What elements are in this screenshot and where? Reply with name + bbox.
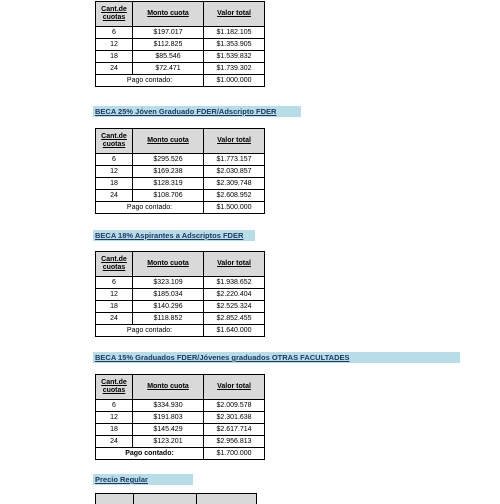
col-header-monto: Monto cuota [133,129,204,154]
col-header-valor: Valor total [204,375,265,400]
valor-cell: $1.182.105 [204,27,265,39]
table-row [96,39,265,51]
monto-cell: $140.296 [133,301,204,313]
contado-value: $1.640.000 [204,325,265,337]
table-row [96,51,265,63]
contado-row [96,325,265,337]
col-header-monto: Monto cuota [133,252,204,277]
table-row [96,301,265,313]
monto-cell: $118.852 [133,313,204,325]
monto-cell: $191.803 [133,412,204,424]
valor-cell: $1.938.652 [204,277,265,289]
table-row [96,166,265,178]
col-header-valor: Valor total [204,2,265,27]
col-header-cuotas: Cant.de cuotas [96,2,133,27]
monto-cell: $295.526 [133,154,204,166]
cuotas-cell: 24 [96,313,133,325]
valor-cell: $1.739.302 [204,63,265,75]
monto-cell: $145.429 [133,424,204,436]
monto-cell: $128.319 [133,178,204,190]
price-table-beca-15 [95,374,265,460]
table-row [96,178,265,190]
cuotas-cell: 24 [96,63,133,75]
col-header-cuotas: Cant.de cuotas [96,375,133,400]
section-title-beca-15: BECA 15% Graduados FDER/Jóvenes graduados OTRAS FACULTADES [93,352,460,363]
valor-cell: $2.309.748 [204,178,265,190]
contado-label: Pago contado: [96,75,204,87]
table-row [96,289,265,301]
table-row [96,436,265,448]
valor-cell: $2.852.455 [204,313,265,325]
table-row [96,190,265,202]
valor-cell: $1.539.832 [204,51,265,63]
cuotas-cell: 18 [96,301,133,313]
table-row [96,400,265,412]
contado-label: Pago contado: [96,448,204,460]
contado-value: $1.000.000 [204,75,265,87]
valor-cell: $1.773.157 [204,154,265,166]
valor-cell: $2.009.578 [204,400,265,412]
monto-cell: $108.706 [133,190,204,202]
cuotas-cell: 18 [96,178,133,190]
cuotas-cell: 6 [96,277,133,289]
cuotas-cell: 18 [96,51,133,63]
cuotas-cell: 12 [96,39,133,51]
table-row [96,313,265,325]
monto-cell: $197.017 [133,27,204,39]
monto-cell: $169.238 [133,166,204,178]
monto-cell: $185.034 [133,289,204,301]
cuotas-cell: 12 [96,412,133,424]
cuotas-cell: 24 [96,436,133,448]
contado-label: Pago contado: [96,202,204,214]
col-header-valor: Valor total [204,252,265,277]
monto-cell: $112.825 [133,39,204,51]
monto-cell: $85.546 [133,51,204,63]
table-row [96,27,265,39]
cuotas-cell: 6 [96,154,133,166]
col-header-valor: Valor total [204,129,265,154]
table-header-row [96,375,265,400]
contado-row [96,448,265,460]
cuotas-cell: 6 [96,27,133,39]
monto-cell: $72.471 [133,63,204,75]
cuotas-cell: 12 [96,289,133,301]
contado-row [96,75,265,87]
table-row [96,277,265,289]
table-row [96,63,265,75]
price-table-regular-partial [95,493,257,504]
monto-cell: $323.109 [133,277,204,289]
monto-cell: $123.201 [133,436,204,448]
cuotas-cell: 18 [96,424,133,436]
contado-value: $1.500.000 [204,202,265,214]
valor-cell: $2.956.813 [204,436,265,448]
partial-cell-divider [133,494,134,504]
contado-value: $1.700.000 [204,448,265,460]
cuotas-cell: 6 [96,400,133,412]
section-title-precio-regular: Precio Regular [93,474,193,485]
col-header-monto: Monto cuota [133,2,204,27]
valor-cell: $1.353.905 [204,39,265,51]
valor-cell: $2.617.714 [204,424,265,436]
table-row [96,154,265,166]
monto-cell: $334.930 [133,400,204,412]
valor-cell: $2.301.638 [204,412,265,424]
valor-cell: $2.220.404 [204,289,265,301]
price-table-beca-18 [95,251,265,337]
table-row [96,412,265,424]
table-row [96,424,265,436]
contado-row [96,202,265,214]
section-title-beca-25: BECA 25% Jóven Graduado FDER/Adscripto FDER [93,106,301,117]
col-header-cuotas: Cant.de cuotas [96,252,133,277]
valor-cell: $2.608.952 [204,190,265,202]
section-title-beca-18: BECA 18% Aspirantes a Adscriptos FDER [93,230,255,241]
col-header-cuotas: Cant.de cuotas [96,129,133,154]
valor-cell: $2.030.857 [204,166,265,178]
partial-cell-divider [196,494,197,504]
table-header-row [96,252,265,277]
col-header-monto: Monto cuota [133,375,204,400]
price-table-base [95,1,265,87]
valor-cell: $2.525.324 [204,301,265,313]
cuotas-cell: 12 [96,166,133,178]
price-table-beca-25 [95,128,265,214]
cuotas-cell: 24 [96,190,133,202]
table-header-row [96,2,265,27]
table-header-row [96,129,265,154]
contado-label: Pago contado: [96,325,204,337]
